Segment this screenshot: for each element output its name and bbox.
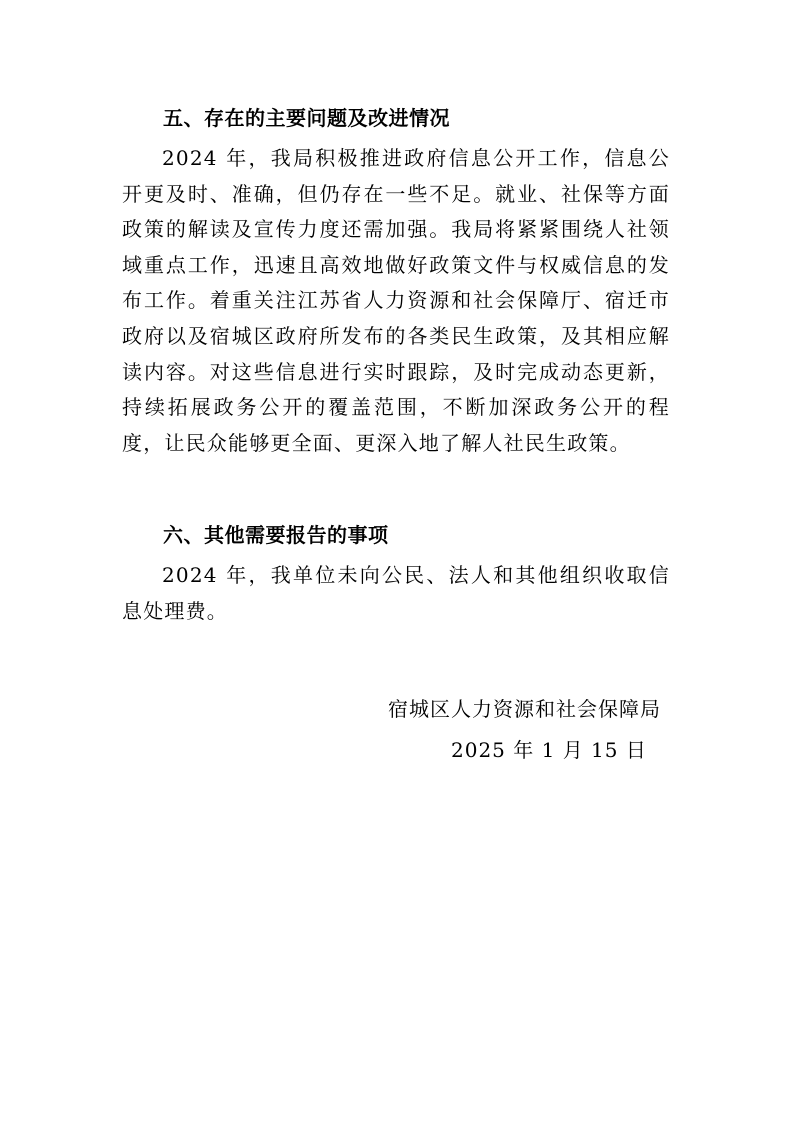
- section-5-paragraph: 2024 年，我局积极推进政府信息公开工作，信息公开更及时、准确，但仍存在一些不足。就业、社保等方面政策的解读及宣传力度还需加强。我局将紧紧围绕人社领域重点工作，迅速且高效地做好政策文件与权威信息的发布工作。着重关注江苏省人力资源和社会保障厅、宿迁市政府以及宿城区政府所发布的各类民生政策，及其相应解读内容。对这些信息进行实时跟踪，及时完成动态更新，持续拓展政务公开的覆盖范围，不断加深政务公开的程度，让民众能够更全面、更深入地了解人社民生政策。: [122, 146, 670, 455]
- section-5-heading: 五、存在的主要问题及改进情况: [163, 106, 450, 130]
- section-6-paragraph: 2024 年，我单位未向公民、法人和其他组织收取信息处理费。: [122, 563, 670, 623]
- section-5-body: [122, 141, 670, 461]
- section-6-heading: 六、其他需要报告的事项: [163, 523, 389, 547]
- signature-organization: 宿城区人力资源和社会保障局: [388, 697, 661, 721]
- section-6-body: [122, 558, 670, 629]
- signature-date: 2025 年 1 月 15 日: [451, 738, 647, 762]
